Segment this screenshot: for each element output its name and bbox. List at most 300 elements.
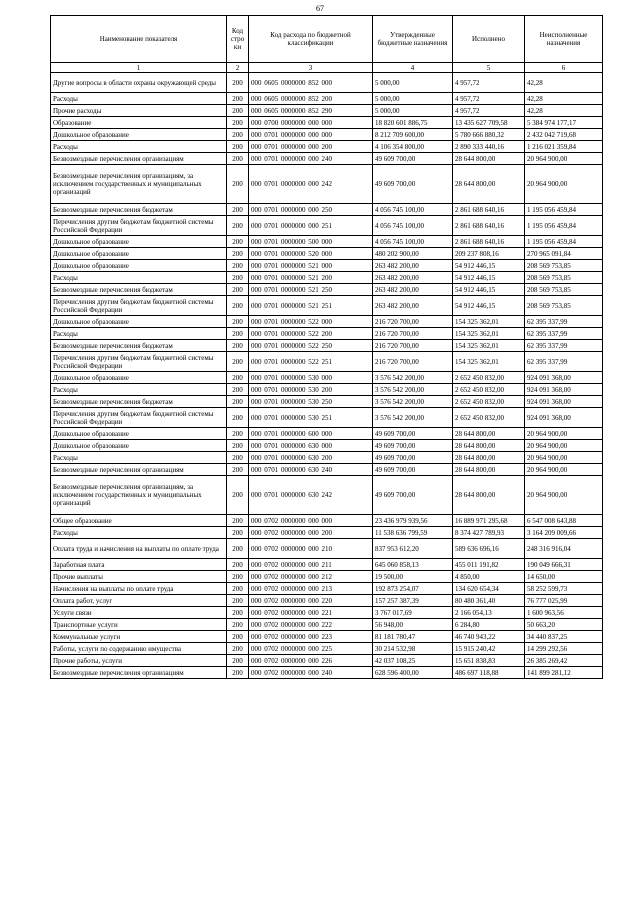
column-number: 3 (249, 63, 373, 73)
row-approved: 216 720 700,00 (373, 328, 453, 340)
row-executed: 2 652 450 832,00 (453, 408, 525, 428)
row-name: Дошкольное образование (51, 129, 227, 141)
column-number-row (51, 63, 603, 73)
table-row (51, 117, 603, 129)
table-row (51, 539, 603, 559)
row-approved: 5 000,00 (373, 93, 453, 105)
row-expense-code: 000 0701 0000000 530 251 (249, 408, 373, 428)
row-unexecuted: 76 777 025,99 (525, 595, 603, 607)
row-expense-code: 000 0701 0000000 500 000 (249, 236, 373, 248)
row-expense-code: 000 0701 0000000 521 250 (249, 284, 373, 296)
row-approved: 3 576 542 200,00 (373, 372, 453, 384)
row-expense-code: 000 0702 0000000 000 222 (249, 619, 373, 631)
row-executed: 209 237 808,16 (453, 248, 525, 260)
row-executed: 589 636 696,16 (453, 539, 525, 559)
table-row (51, 328, 603, 340)
row-executed: 54 912 446,15 (453, 284, 525, 296)
row-unexecuted: 1 195 056 459,84 (525, 204, 603, 216)
table-row (51, 284, 603, 296)
row-executed: 13 435 627 709,58 (453, 117, 525, 129)
row-name: Дошкольное образование (51, 428, 227, 440)
row-executed: 154 325 362,01 (453, 340, 525, 352)
row-name: Другие вопросы в области охраны окружающей среды (51, 73, 227, 93)
header-line-code: Код стро ки (227, 16, 249, 63)
row-executed: 154 325 362,01 (453, 352, 525, 372)
row-line-code: 200 (227, 117, 249, 129)
row-approved: 19 500,00 (373, 571, 453, 583)
row-executed: 8 374 427 789,93 (453, 527, 525, 539)
row-executed: 6 284,80 (453, 619, 525, 631)
row-line-code: 200 (227, 515, 249, 527)
table-row (51, 583, 603, 595)
row-name: Безвозмездные перечисления бюджетам (51, 284, 227, 296)
row-line-code: 200 (227, 607, 249, 619)
table-body (51, 73, 603, 679)
table-row (51, 667, 603, 679)
row-name: Общее образование (51, 515, 227, 527)
row-expense-code: 000 0701 0000000 000 200 (249, 141, 373, 153)
table-row (51, 216, 603, 236)
row-line-code: 200 (227, 272, 249, 284)
row-executed: 46 740 943,22 (453, 631, 525, 643)
row-name: Заработная плата (51, 559, 227, 571)
row-approved: 157 257 387,39 (373, 595, 453, 607)
row-expense-code: 000 0702 0000000 000 213 (249, 583, 373, 595)
row-expense-code: 000 0701 0000000 530 250 (249, 396, 373, 408)
row-approved: 4 106 354 800,00 (373, 141, 453, 153)
row-expense-code: 000 0701 0000000 530 200 (249, 384, 373, 396)
row-unexecuted: 2 432 042 719,68 (525, 129, 603, 141)
row-approved: 11 538 636 799,59 (373, 527, 453, 539)
table-row (51, 165, 603, 204)
row-approved: 192 873 254,07 (373, 583, 453, 595)
row-approved: 23 436 979 939,56 (373, 515, 453, 527)
row-line-code: 200 (227, 384, 249, 396)
row-executed: 28 644 800,00 (453, 153, 525, 165)
table-row (51, 372, 603, 384)
row-executed: 28 644 800,00 (453, 440, 525, 452)
row-executed: 2 861 688 640,16 (453, 204, 525, 216)
row-line-code: 200 (227, 73, 249, 93)
row-line-code: 200 (227, 539, 249, 559)
row-unexecuted: 20 964 900,00 (525, 165, 603, 204)
row-executed: 2 861 688 640,16 (453, 216, 525, 236)
row-executed: 486 697 118,88 (453, 667, 525, 679)
row-line-code: 200 (227, 464, 249, 476)
row-name: Работы, услуги по содержанию имущества (51, 643, 227, 655)
row-line-code: 200 (227, 165, 249, 204)
row-name: Услуги связи (51, 607, 227, 619)
row-approved: 42 037 108,25 (373, 655, 453, 667)
row-unexecuted: 14 650,00 (525, 571, 603, 583)
row-expense-code: 000 0701 0000000 000 240 (249, 153, 373, 165)
row-unexecuted: 1 600 963,56 (525, 607, 603, 619)
row-expense-code: 000 0701 0000000 522 000 (249, 316, 373, 328)
row-approved: 49 609 700,00 (373, 153, 453, 165)
row-line-code: 200 (227, 129, 249, 141)
row-approved: 263 482 200,00 (373, 284, 453, 296)
row-line-code: 200 (227, 408, 249, 428)
row-name: Дошкольное образование (51, 316, 227, 328)
row-expense-code: 000 0702 0000000 000 000 (249, 515, 373, 527)
row-name: Безвозмездные перечисления бюджетам (51, 340, 227, 352)
row-unexecuted: 20 964 900,00 (525, 452, 603, 464)
row-unexecuted: 3 164 209 009,66 (525, 527, 603, 539)
row-unexecuted: 20 964 900,00 (525, 153, 603, 165)
table-row (51, 619, 603, 631)
column-number: 1 (51, 63, 227, 73)
row-expense-code: 000 0701 0000000 521 251 (249, 296, 373, 316)
row-unexecuted: 924 091 368,00 (525, 384, 603, 396)
row-unexecuted: 6 547 008 643,88 (525, 515, 603, 527)
row-name: Прочие работы, услуги (51, 655, 227, 667)
row-unexecuted: 208 569 753,85 (525, 296, 603, 316)
row-unexecuted: 42,28 (525, 105, 603, 117)
row-line-code: 200 (227, 340, 249, 352)
row-line-code: 200 (227, 643, 249, 655)
row-approved: 49 609 700,00 (373, 452, 453, 464)
table-row (51, 73, 603, 93)
row-name: Прочие выплаты (51, 571, 227, 583)
table-row (51, 440, 603, 452)
table-row (51, 631, 603, 643)
header-unexecuted: Неисполненные назначения (525, 16, 603, 63)
row-line-code: 200 (227, 476, 249, 515)
row-approved: 4 056 745 100,00 (373, 236, 453, 248)
row-approved: 49 609 700,00 (373, 428, 453, 440)
row-executed: 154 325 362,01 (453, 316, 525, 328)
row-executed: 54 912 446,15 (453, 296, 525, 316)
row-line-code: 200 (227, 440, 249, 452)
row-executed: 28 644 800,00 (453, 165, 525, 204)
row-line-code: 200 (227, 328, 249, 340)
row-unexecuted: 1 216 021 359,84 (525, 141, 603, 153)
row-executed: 28 644 800,00 (453, 464, 525, 476)
column-number: 5 (453, 63, 525, 73)
row-line-code: 200 (227, 595, 249, 607)
row-expense-code: 000 0702 0000000 000 225 (249, 643, 373, 655)
row-expense-code: 000 0701 0000000 000 250 (249, 204, 373, 216)
row-unexecuted: 141 899 281,12 (525, 667, 603, 679)
row-unexecuted: 26 385 269,42 (525, 655, 603, 667)
row-expense-code: 000 0702 0000000 000 210 (249, 539, 373, 559)
table-row (51, 559, 603, 571)
row-line-code: 200 (227, 296, 249, 316)
row-executed: 2 652 450 832,00 (453, 396, 525, 408)
row-executed: 4 957,72 (453, 73, 525, 93)
row-expense-code: 000 0702 0000000 000 226 (249, 655, 373, 667)
row-name: Перечисления другим бюджетам бюджетной системы Российской Федерации (51, 352, 227, 372)
row-expense-code: 000 0701 0000000 630 000 (249, 440, 373, 452)
row-approved: 3 576 542 200,00 (373, 396, 453, 408)
row-expense-code: 000 0702 0000000 000 212 (249, 571, 373, 583)
row-name: Оплата труда и начисления на выплаты по оплате труда (51, 539, 227, 559)
row-name: Дошкольное образование (51, 372, 227, 384)
row-line-code: 200 (227, 583, 249, 595)
row-line-code: 200 (227, 260, 249, 272)
row-approved: 18 820 601 886,75 (373, 117, 453, 129)
header-row (51, 16, 603, 63)
row-line-code: 200 (227, 571, 249, 583)
table-row (51, 595, 603, 607)
row-name: Дошкольное образование (51, 440, 227, 452)
row-name: Дошкольное образование (51, 260, 227, 272)
row-name: Расходы (51, 452, 227, 464)
row-name: Безвозмездные перечисления организациям (51, 153, 227, 165)
table-row (51, 129, 603, 141)
row-executed: 80 480 361,40 (453, 595, 525, 607)
table-row (51, 316, 603, 328)
row-name: Прочие расходы (51, 105, 227, 117)
table-row (51, 340, 603, 352)
row-approved: 263 482 200,00 (373, 272, 453, 284)
row-expense-code: 000 0702 0000000 000 220 (249, 595, 373, 607)
row-unexecuted: 5 384 974 177,17 (525, 117, 603, 129)
table-row (51, 141, 603, 153)
row-unexecuted: 924 091 368,00 (525, 372, 603, 384)
row-approved: 263 482 200,00 (373, 296, 453, 316)
table-row (51, 655, 603, 667)
row-expense-code: 000 0701 0000000 522 250 (249, 340, 373, 352)
row-approved: 263 482 200,00 (373, 260, 453, 272)
row-expense-code: 000 0701 0000000 520 000 (249, 248, 373, 260)
row-name: Коммунальные услуги (51, 631, 227, 643)
row-expense-code: 000 0701 0000000 000 242 (249, 165, 373, 204)
row-approved: 56 948,00 (373, 619, 453, 631)
row-line-code: 200 (227, 452, 249, 464)
row-line-code: 200 (227, 372, 249, 384)
row-approved: 216 720 700,00 (373, 316, 453, 328)
table-row (51, 428, 603, 440)
row-approved: 837 953 612,20 (373, 539, 453, 559)
table-row (51, 93, 603, 105)
row-approved: 216 720 700,00 (373, 352, 453, 372)
table-row (51, 476, 603, 515)
row-line-code: 200 (227, 527, 249, 539)
row-approved: 480 202 900,00 (373, 248, 453, 260)
row-expense-code: 000 0702 0000000 000 240 (249, 667, 373, 679)
row-expense-code: 000 0702 0000000 000 200 (249, 527, 373, 539)
row-name: Безвозмездные перечисления бюджетам (51, 204, 227, 216)
row-expense-code: 000 0702 0000000 000 221 (249, 607, 373, 619)
table-row (51, 464, 603, 476)
row-name: Дошкольное образование (51, 236, 227, 248)
table-row (51, 396, 603, 408)
row-unexecuted: 20 964 900,00 (525, 464, 603, 476)
table-row (51, 527, 603, 539)
row-expense-code: 000 0702 0000000 000 211 (249, 559, 373, 571)
row-expense-code: 000 0701 0000000 521 000 (249, 260, 373, 272)
row-unexecuted: 270 965 091,84 (525, 248, 603, 260)
row-executed: 28 644 800,00 (453, 452, 525, 464)
row-unexecuted: 62 395 337,99 (525, 328, 603, 340)
table-row (51, 571, 603, 583)
row-expense-code: 000 0701 0000000 522 251 (249, 352, 373, 372)
table-row (51, 607, 603, 619)
row-executed: 455 011 191,82 (453, 559, 525, 571)
row-approved: 3 576 542 200,00 (373, 408, 453, 428)
row-executed: 2 652 450 832,00 (453, 384, 525, 396)
row-executed: 15 651 838,83 (453, 655, 525, 667)
row-executed: 2 166 054,13 (453, 607, 525, 619)
row-unexecuted: 62 395 337,99 (525, 340, 603, 352)
row-executed: 2 652 450 832,00 (453, 372, 525, 384)
row-line-code: 200 (227, 655, 249, 667)
row-line-code: 200 (227, 352, 249, 372)
row-name: Расходы (51, 141, 227, 153)
row-approved: 5 000,00 (373, 73, 453, 93)
header-name: Наименование показателя (51, 16, 227, 63)
row-unexecuted: 50 663,20 (525, 619, 603, 631)
row-name: Перечисления другим бюджетам бюджетной системы Российской Федерации (51, 408, 227, 428)
budget-report-table (50, 15, 603, 679)
table-row (51, 248, 603, 260)
row-line-code: 200 (227, 559, 249, 571)
table-row (51, 272, 603, 284)
row-approved: 3 767 017,69 (373, 607, 453, 619)
row-name: Безвозмездные перечисления бюджетам (51, 396, 227, 408)
table-row (51, 105, 603, 117)
row-executed: 15 915 240,42 (453, 643, 525, 655)
row-approved: 49 609 700,00 (373, 464, 453, 476)
row-approved: 628 596 400,00 (373, 667, 453, 679)
header-expense-code: Код расхода по бюджетной классификации (249, 16, 373, 63)
row-line-code: 200 (227, 428, 249, 440)
row-unexecuted: 34 440 837,25 (525, 631, 603, 643)
row-approved: 4 056 745 100,00 (373, 216, 453, 236)
table-row (51, 236, 603, 248)
row-line-code: 200 (227, 631, 249, 643)
row-unexecuted: 190 049 666,31 (525, 559, 603, 571)
table-row (51, 204, 603, 216)
row-line-code: 200 (227, 396, 249, 408)
row-approved: 49 609 700,00 (373, 165, 453, 204)
row-expense-code: 000 0701 0000000 522 200 (249, 328, 373, 340)
row-line-code: 200 (227, 105, 249, 117)
column-number: 6 (525, 63, 603, 73)
table-row (51, 352, 603, 372)
row-expense-code: 000 0605 0000000 852 200 (249, 93, 373, 105)
row-name: Транспортные услуги (51, 619, 227, 631)
row-executed: 5 780 666 880,32 (453, 129, 525, 141)
row-executed: 4 850,00 (453, 571, 525, 583)
row-expense-code: 000 0701 0000000 630 242 (249, 476, 373, 515)
page-number: 67 (316, 4, 324, 13)
table-row (51, 384, 603, 396)
table-row (51, 153, 603, 165)
row-line-code: 200 (227, 153, 249, 165)
row-line-code: 200 (227, 236, 249, 248)
row-executed: 2 890 333 440,16 (453, 141, 525, 153)
row-approved: 645 060 858,13 (373, 559, 453, 571)
row-name: Перечисления другим бюджетам бюджетной системы Российской Федерации (51, 296, 227, 316)
row-unexecuted: 208 569 753,85 (525, 284, 603, 296)
row-name: Расходы (51, 328, 227, 340)
row-line-code: 200 (227, 248, 249, 260)
table-row (51, 452, 603, 464)
row-expense-code: 000 0702 0000000 000 223 (249, 631, 373, 643)
row-name: Начисления на выплаты по оплате труда (51, 583, 227, 595)
row-approved: 49 609 700,00 (373, 440, 453, 452)
row-expense-code: 000 0701 0000000 630 200 (249, 452, 373, 464)
row-unexecuted: 62 395 337,99 (525, 316, 603, 328)
row-executed: 28 644 800,00 (453, 476, 525, 515)
row-unexecuted: 42,28 (525, 73, 603, 93)
row-name: Перечисления другим бюджетам бюджетной системы Российской Федерации (51, 216, 227, 236)
row-approved: 30 214 532,98 (373, 643, 453, 655)
row-expense-code: 000 0605 0000000 852 290 (249, 105, 373, 117)
row-unexecuted: 58 252 599,73 (525, 583, 603, 595)
row-unexecuted: 20 964 900,00 (525, 428, 603, 440)
table-row (51, 408, 603, 428)
row-unexecuted: 20 964 900,00 (525, 440, 603, 452)
table-row (51, 515, 603, 527)
row-name: Расходы (51, 384, 227, 396)
row-name: Расходы (51, 527, 227, 539)
row-name: Безвозмездные перечисления организациям (51, 464, 227, 476)
row-unexecuted: 208 569 753,85 (525, 272, 603, 284)
row-name: Безвозмездные перечисления организациям (51, 667, 227, 679)
row-name: Оплата работ, услуг (51, 595, 227, 607)
row-unexecuted: 14 299 292,56 (525, 643, 603, 655)
column-number: 2 (227, 63, 249, 73)
row-executed: 28 644 800,00 (453, 428, 525, 440)
row-line-code: 200 (227, 316, 249, 328)
row-approved: 3 576 542 200,00 (373, 384, 453, 396)
row-unexecuted: 924 091 368,00 (525, 396, 603, 408)
row-expense-code: 000 0700 0000000 000 000 (249, 117, 373, 129)
row-unexecuted: 1 195 056 459,84 (525, 236, 603, 248)
row-executed: 134 620 654,34 (453, 583, 525, 595)
row-line-code: 200 (227, 667, 249, 679)
row-approved: 8 212 709 600,00 (373, 129, 453, 141)
row-expense-code: 000 0701 0000000 000 000 (249, 129, 373, 141)
row-unexecuted: 20 964 900,00 (525, 476, 603, 515)
row-expense-code: 000 0605 0000000 852 000 (249, 73, 373, 93)
row-expense-code: 000 0701 0000000 000 251 (249, 216, 373, 236)
row-expense-code: 000 0701 0000000 521 200 (249, 272, 373, 284)
row-expense-code: 000 0701 0000000 630 240 (249, 464, 373, 476)
row-line-code: 200 (227, 619, 249, 631)
row-unexecuted: 208 569 753,85 (525, 260, 603, 272)
row-line-code: 200 (227, 141, 249, 153)
row-executed: 4 957,72 (453, 93, 525, 105)
row-line-code: 200 (227, 204, 249, 216)
row-unexecuted: 42,28 (525, 93, 603, 105)
row-name: Образование (51, 117, 227, 129)
table-row (51, 296, 603, 316)
row-line-code: 200 (227, 284, 249, 296)
row-unexecuted: 62 395 337,99 (525, 352, 603, 372)
row-expense-code: 000 0701 0000000 600 000 (249, 428, 373, 440)
row-executed: 2 861 688 640,16 (453, 236, 525, 248)
row-approved: 216 720 700,00 (373, 340, 453, 352)
row-executed: 16 889 971 295,68 (453, 515, 525, 527)
row-executed: 54 912 446,15 (453, 272, 525, 284)
row-name: Безвозмездные перечисления организациям, за исключением государственных и муниципальных организаций (51, 476, 227, 515)
row-name: Расходы (51, 93, 227, 105)
row-name: Безвозмездные перечисления организациям, за исключением государственных и муниципальных организаций (51, 165, 227, 204)
row-executed: 4 957,72 (453, 105, 525, 117)
row-executed: 154 325 362,01 (453, 328, 525, 340)
row-approved: 49 609 700,00 (373, 476, 453, 515)
row-approved: 5 000,00 (373, 105, 453, 117)
row-expense-code: 000 0701 0000000 530 000 (249, 372, 373, 384)
row-unexecuted: 1 195 056 459,84 (525, 216, 603, 236)
row-name: Расходы (51, 272, 227, 284)
column-number: 4 (373, 63, 453, 73)
table-row (51, 260, 603, 272)
